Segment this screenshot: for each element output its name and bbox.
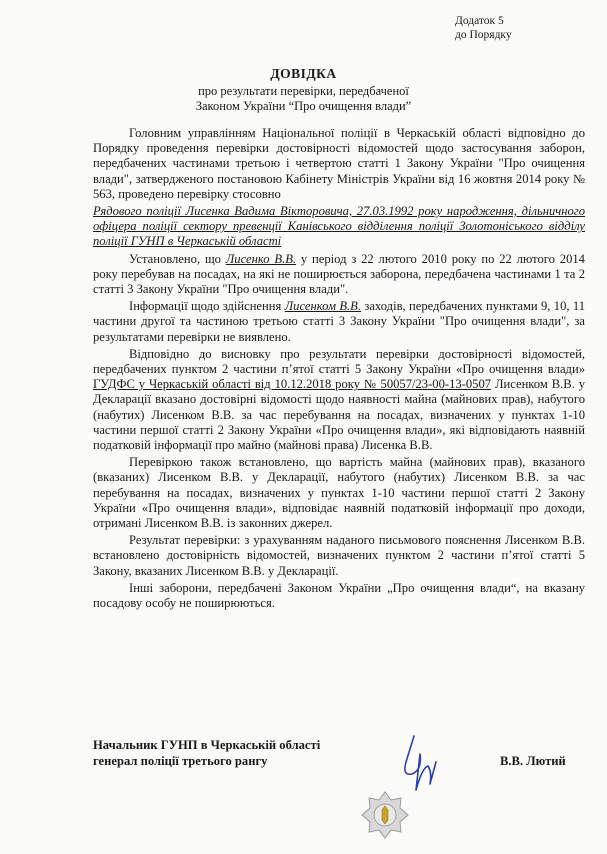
- subtitle-line-1: про результати перевірки, передбаченої: [198, 84, 409, 98]
- paragraph-person: Рядового поліції Лисенка Вадима Вікторовича, 27.03.1992 року народження, дільничного офіцера поліції сектору превенції Канівського відділення поліції Золотоніського відділу поліції ГУНП в Черкаській області: [93, 204, 585, 249]
- document-title: ДОВІДКА: [270, 66, 337, 81]
- signatory-position-1: Начальник ГУНП в Черкаській області: [93, 738, 321, 752]
- paragraph-other-bans: Інші заборони, передбачені Законом України „Про очищення влади“, на вказану посадову особу не поширюються.: [93, 580, 585, 611]
- paragraph-conclusion: [93, 347, 585, 453]
- document-subtitle: [0, 84, 607, 113]
- conclusion-text-a: Відповідно до висновку про результати перевірки достовірності відомостей, передбачених пунктом 2 частини п’ятої статті 5 Закону України «Про очищення влади»: [93, 346, 585, 377]
- annex-note: [455, 14, 512, 42]
- annex-line-1: Додаток 5: [455, 15, 504, 27]
- established-text-b: у період з 22 лютого 2010 року по 22 лютого 2014 року перебував на посадах, на які не поширюється заборона, передбачена частинами 1 та 2 статті 3 Закону України "Про очищення влади".: [93, 251, 585, 297]
- annex-line-2: до Порядку: [455, 29, 512, 41]
- measures-name: Лисенком В.В.: [284, 299, 362, 314]
- paragraph-result: Результат перевірки: з урахуванням наданого письмового пояснення Лисенком В.В. встановлено достовірність відомостей, визначених пунктом 2 частини п’ятої статті 5 Закону, вказаних Лисенком В.В. у Декларації.: [93, 533, 585, 578]
- conclusion-reference: ГУДФС у Черкаській області від 10.12.2018 року № 50057/23-00-13-0507: [93, 377, 492, 392]
- established-text-a: Установлено, що: [129, 251, 221, 266]
- paragraph-measures: [93, 299, 585, 345]
- document-body: [93, 126, 585, 613]
- signatory-position-2: генерал поліції третього рангу: [93, 754, 268, 768]
- established-name: Лисенко В.В.: [225, 251, 297, 266]
- paragraph-established: [93, 252, 585, 298]
- paragraph-intro: Головним управлінням Національної поліції в Черкаській області відповідно до Порядку проведення перевірки достовірності відомостей щодо застосування заборон, передбачених частинами третьою і четвертою статті 1 Закону України "Про очищення влади", затвердженого постановою Кабінету Міністрів України від 16 жовтня 2014 року № 563, проведено перевірку стосовно: [93, 126, 585, 201]
- measures-text-a: Інформації щодо здійснення: [129, 299, 282, 314]
- signatory-name: В.В. Лютий: [500, 754, 566, 768]
- measures-text-b: заходів, передбачених пунктами 9, 10, 11 частини другої та частиною третьою статті 3 Закону України "Про очищення влади", за результатами перевірки не виявлено.: [93, 299, 585, 344]
- subtitle-line-2: Законом України “Про очищення влади”: [195, 98, 412, 113]
- paragraph-value-check: Перевіркою також встановлено, що вартість майна (майнових прав), вказаного (вказаних) Лисенком В.В. у Декларації, набутого (набутих) Лисенком В.В. за час перебування на посадах, визначених у пунктах 1-10 частини першої статті 2 Закону України «Про очищення влади», відповідає наявній податковій інформації про доходи, отримані Лисенком В.В. із законних джерел.: [93, 455, 585, 531]
- police-emblem-icon: [360, 790, 410, 840]
- conclusion-text-b: Лисенком В.В. у Декларації вказано достовірні відомості щодо наявності майна (майнових прав), набутого (набутих) Лисенком В.В. за час перебування на посадах, визначених у пунктах 1-10 частини першої статті 2 Закону України «Про очищення влади», які відповідають наявній податковій інформації про майно (майнові права) Лисенка В.В.: [93, 377, 585, 453]
